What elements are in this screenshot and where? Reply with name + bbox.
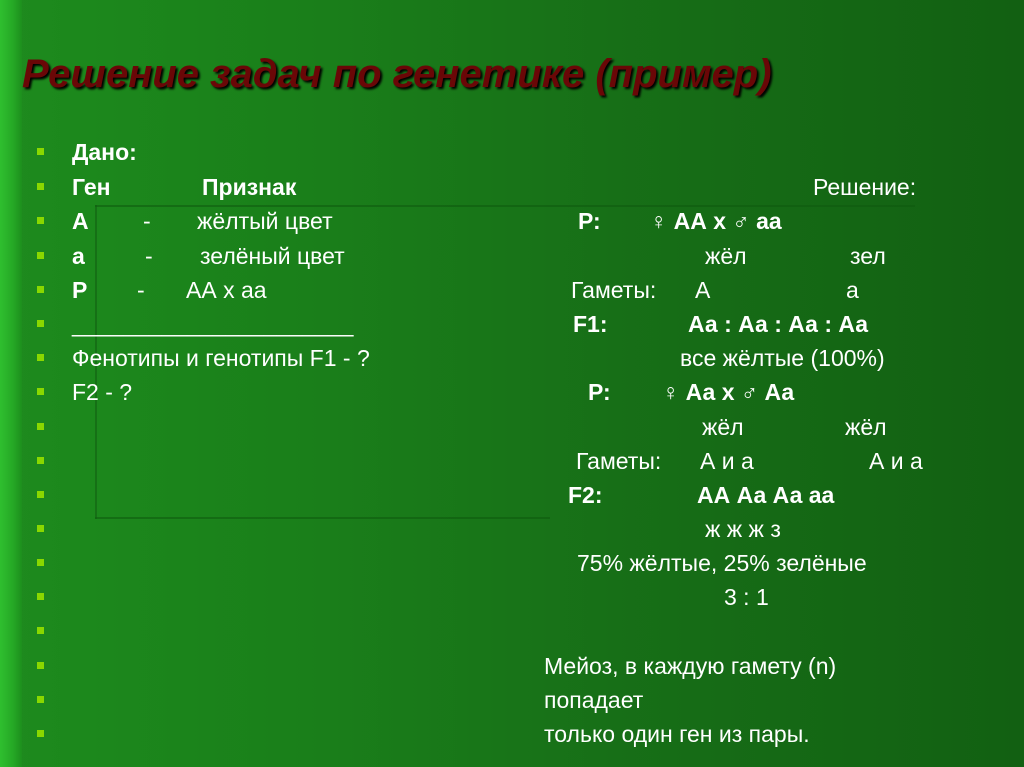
decor-line-bottom <box>95 517 550 519</box>
bullet <box>37 457 44 464</box>
p1-label: Р: <box>578 208 601 234</box>
bullet <box>37 696 44 703</box>
note-line-2: попадает <box>544 687 644 713</box>
gametes1-a: А <box>695 277 711 303</box>
p1-cross: ♀ АА х ♂ аа <box>650 208 782 234</box>
bullet <box>37 252 44 259</box>
bullet <box>37 559 44 566</box>
bullet <box>37 388 44 395</box>
bullet <box>37 730 44 737</box>
gene-a-trait: зелёный цвет <box>200 243 345 269</box>
p1-phenotype-2: зел <box>850 243 886 269</box>
bullet <box>37 593 44 600</box>
question-f2: F2 - ? <box>72 379 133 405</box>
f2-label: F2: <box>568 482 603 508</box>
f2-genotypes: АА Аа Аа аа <box>697 482 835 508</box>
f1-label: F1: <box>573 311 608 337</box>
bullet <box>37 491 44 498</box>
solution-header: Решение: <box>813 174 917 200</box>
gametes2-label: Гаметы: <box>576 448 662 474</box>
gene-A: A <box>72 208 89 234</box>
gametes1-label: Гаметы: <box>571 277 657 303</box>
note-line-3: только один ген из пары. <box>544 721 810 747</box>
separator-line: ______________________ <box>72 311 354 337</box>
bullet <box>37 320 44 327</box>
p2-label: Р: <box>588 379 611 405</box>
given-header: Дано: <box>72 139 137 165</box>
p2-phenotype-1: жёл <box>702 414 744 440</box>
gametes1-b: а <box>846 277 859 303</box>
parents-P: P <box>72 277 88 303</box>
note-line-1: Мейоз, в каждую гамету (n) <box>544 653 837 679</box>
parents-P-cross: АА х аа <box>186 277 267 303</box>
parents-P-dash: - <box>137 277 145 303</box>
bullet <box>37 423 44 430</box>
p2-cross: ♀ Аа х ♂ Аа <box>662 379 795 405</box>
f1-genotypes: Аа : Аа : Аа : Аа <box>688 311 869 337</box>
column-trait: Признак <box>202 174 297 200</box>
bullet <box>37 627 44 634</box>
gene-A-trait: жёлтый цвет <box>197 208 333 234</box>
question-f1: Фенотипы и генотипы F1 - ? <box>72 345 370 371</box>
bullet <box>37 183 44 190</box>
decor-line-top <box>95 205 915 207</box>
left-stripe <box>0 0 22 767</box>
bullet <box>37 217 44 224</box>
bullet <box>37 662 44 669</box>
gametes2-b: А и а <box>869 448 923 474</box>
bullet <box>37 354 44 361</box>
column-gene: Ген <box>72 174 111 200</box>
bullet <box>37 286 44 293</box>
p2-phenotype-2: жёл <box>845 414 887 440</box>
slide-title: Решение задач по генетике (пример) <box>22 52 772 96</box>
p1-phenotype-1: жёл <box>705 243 747 269</box>
f2-ratio: 3 : 1 <box>724 584 769 610</box>
gene-A-dash: - <box>143 208 151 234</box>
gametes2-a: А и а <box>700 448 754 474</box>
bullet <box>37 148 44 155</box>
f1-phenotypes: все жёлтые (100%) <box>680 345 885 371</box>
bullet <box>37 525 44 532</box>
gene-a-dash: - <box>145 243 153 269</box>
f2-phenotype-letters: ж ж ж з <box>705 516 781 542</box>
gene-a: a <box>72 243 85 269</box>
f2-percentages: 75% жёлтые, 25% зелёные <box>577 550 867 576</box>
